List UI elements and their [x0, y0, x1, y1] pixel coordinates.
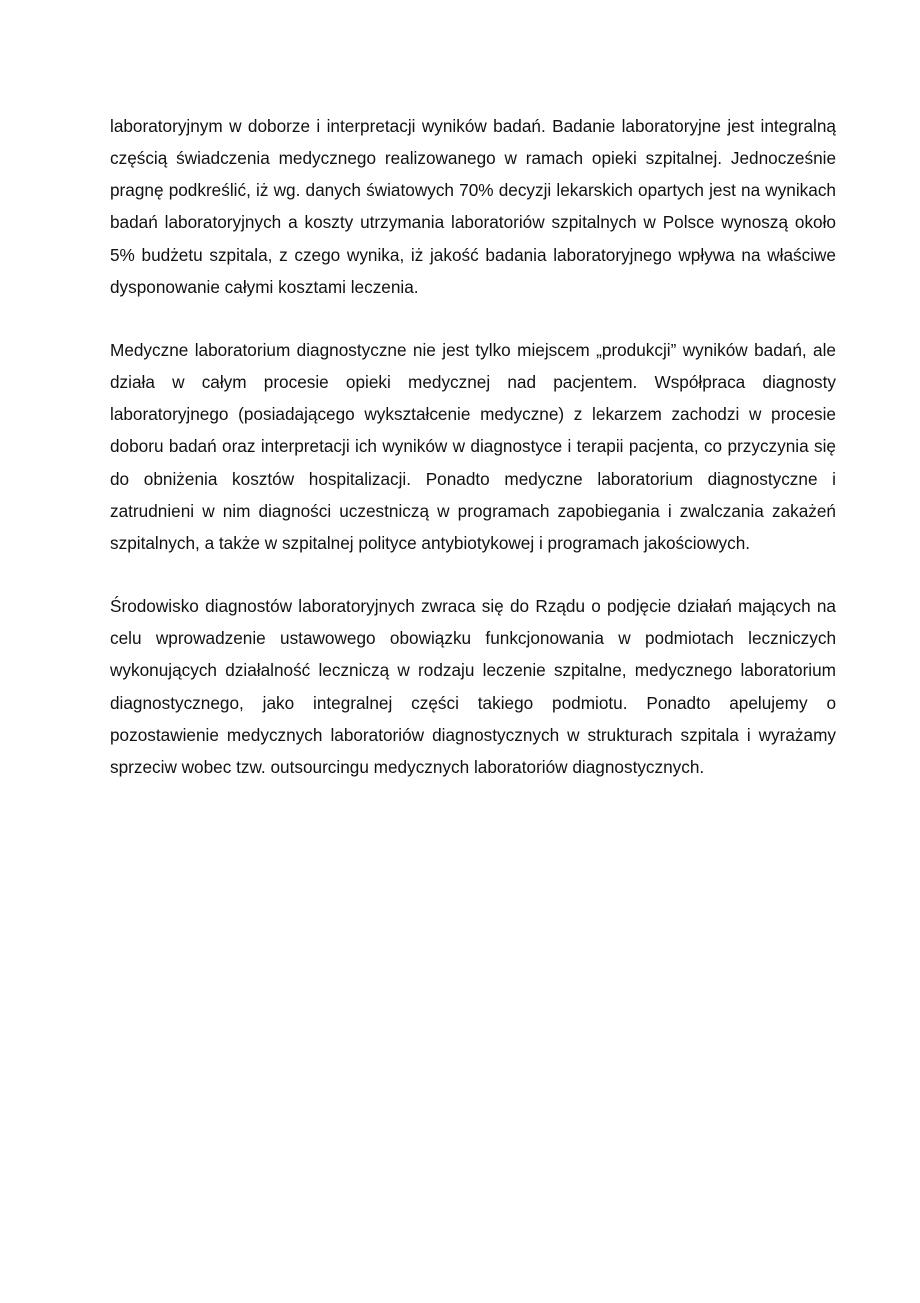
paragraph-2: Medyczne laboratorium diagnostyczne nie jest tylko miejscem „produkcji” wyników badań, ale działa w całym procesie opieki medycznej nad pacjentem. Współpraca diagnosty laboratoryjnego (posiadającego wykształcenie medyczne) z lekarzem zachodzi w procesie doboru badań oraz interpretacji ich wyników w diagnostyce i terapii pacjenta, co przyczynia się do obniżenia kosztów hospitalizacji. Ponadto medyczne laboratorium diagnostyczne i zatrudnieni w nim diagności uczestniczą w programach zapobiegania i zwalczania zakażeń szpitalnych, a także w szpitalnej polityce antybiotykowej i programach jakościowych. — [110, 339, 836, 553]
paragraph-3: Środowisko diagnostów laboratoryjnych zwraca się do Rządu o podjęcie działań mających na celu wprowadzenie ustawowego obowiązku funkcjonowania w podmiotach leczniczych wykonujących działalność leczniczą w rodzaju leczenie szpitalne, medycznego laboratorium diagnostycznego, jako integralnej części takiego podmiotu. Ponadto apelujemy o pozostawienie medycznych laboratoriów diagnostycznych w strukturach szpitala i wyrażamy sprzeciw wobec tzw. outsourcingu medycznych laboratoriów diagnostycznych. — [110, 596, 836, 777]
document-page — [110, 110, 836, 783]
paragraph-1: laboratoryjnym w doborze i interpretacji wyników badań. Badanie laboratoryjne jest integralną częścią świadczenia medycznego realizowanego w ramach opieki szpitalnej. Jednocześnie pragnę podkreślić, iż wg. danych światowych 70% decyzji lekarskich opartych jest na wynikach badań laboratoryjnych a koszty utrzymania laboratoriów szpitalnych w Polsce wynoszą około 5% budżetu szpitala, z czego wynika, iż jakość badania laboratoryjnego wpływa na właściwe dysponowanie całymi kosztami leczenia. — [110, 116, 836, 297]
